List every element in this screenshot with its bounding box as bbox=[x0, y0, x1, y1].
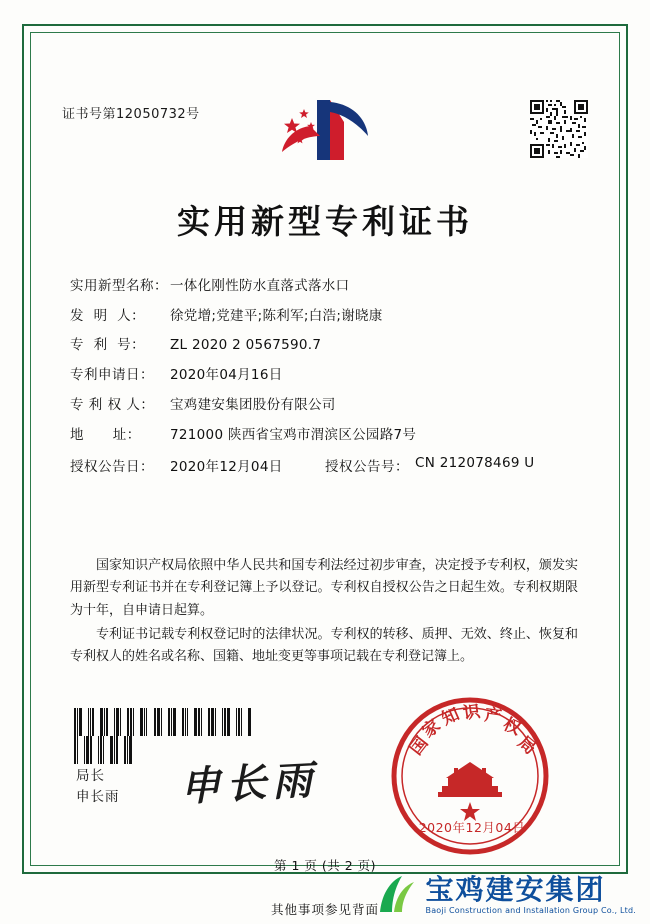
field-value-application-date: 2020年04月16日 bbox=[170, 367, 283, 384]
field-label-address: 地 址： bbox=[70, 426, 141, 443]
legal-paragraph-1: 国家知识产权局依照中华人民共和国专利法经过初步审查，决定授予专利权，颁发实用新型专利证书并在专利登记簿上予以登记。专利权自授权公告之日起生效。专利权期限为十年，自申请日起算。 bbox=[70, 558, 578, 618]
handwritten-signature: 申长雨 bbox=[179, 756, 320, 811]
field-value-inventors: 徐党增;党建平;陈利军;白浩;谢晓康 bbox=[170, 307, 383, 324]
field-label-patent-number: 专 利 号： bbox=[70, 337, 146, 354]
certificate-number: 证书号第12050732号 bbox=[62, 107, 200, 122]
barcode bbox=[74, 708, 254, 736]
field-value-grant-date: 2020年12月04日 bbox=[170, 459, 283, 476]
svg-text:知: 知 bbox=[438, 704, 463, 730]
svg-text:权: 权 bbox=[499, 714, 524, 740]
field-value-patentee: 宝鸡建安集团股份有限公司 bbox=[170, 396, 336, 413]
field-row-application-date bbox=[70, 366, 580, 384]
legal-text bbox=[70, 555, 578, 671]
field-row-inventors bbox=[70, 307, 580, 325]
signer-title: 局长 bbox=[76, 768, 105, 784]
company-watermark bbox=[372, 872, 636, 918]
field-label-grant-date: 授权公告日： bbox=[70, 459, 154, 476]
field-row-address bbox=[70, 426, 580, 444]
svg-text:产: 产 bbox=[483, 705, 503, 728]
field-label-grant-number: 授权公告号： bbox=[325, 459, 409, 476]
field-row-grant bbox=[70, 455, 580, 475]
svg-text:国: 国 bbox=[406, 733, 433, 760]
company-name-block bbox=[426, 875, 636, 915]
grant-number-group bbox=[325, 455, 580, 475]
svg-text:识: 识 bbox=[461, 701, 482, 724]
field-row-patentee bbox=[70, 396, 580, 414]
svg-text:家: 家 bbox=[418, 715, 445, 742]
signer-name: 申长雨 bbox=[76, 788, 120, 805]
field-value-name: 一体化刚性防水直落式落水口 bbox=[170, 278, 350, 294]
field-label-inventors: 发 明 人： bbox=[70, 307, 146, 324]
page-number: 第 1 页 (共 2 页) bbox=[273, 858, 377, 873]
signature-block bbox=[76, 766, 120, 808]
field-label-patentee: 专 利 权 人： bbox=[70, 396, 155, 413]
company-logo-icon bbox=[372, 872, 418, 918]
qr-code bbox=[530, 100, 588, 158]
company-name-en: Baoji Construction and Installation Group Co., Ltd. bbox=[425, 905, 636, 915]
page-title: 实用新型专利证书 bbox=[177, 202, 473, 241]
field-value-patent-number: ZL 2020 2 0567590.7 bbox=[170, 337, 322, 354]
field-row-name bbox=[70, 277, 580, 295]
field-label-name: 实用新型名称： bbox=[70, 278, 168, 294]
seal-date: 2020年12月04日 bbox=[418, 820, 526, 835]
field-value-address: 721000 陕西省宝鸡市渭滨区公园路7号 bbox=[170, 426, 417, 443]
legal-paragraph-2: 专利证书记载专利权登记时的法律状况。专利权的转移、质押、无效、终止、恢复和专利权人的姓名或名称、国籍、地址变更等事项记载在专利登记簿上。 bbox=[70, 627, 578, 665]
company-name-cn: 宝鸡建安集团 bbox=[425, 873, 606, 907]
svg-text:局: 局 bbox=[513, 732, 540, 759]
field-row-patent-number bbox=[70, 336, 580, 354]
patent-fields bbox=[70, 277, 580, 487]
footer-note: 其他事项参见背面 bbox=[270, 902, 379, 917]
grant-date-group bbox=[70, 455, 325, 475]
field-label-application-date: 专利申请日： bbox=[70, 367, 154, 384]
cnipa-emblem-logo bbox=[270, 92, 380, 170]
field-value-grant-number: CN 212078469 U bbox=[415, 455, 535, 472]
